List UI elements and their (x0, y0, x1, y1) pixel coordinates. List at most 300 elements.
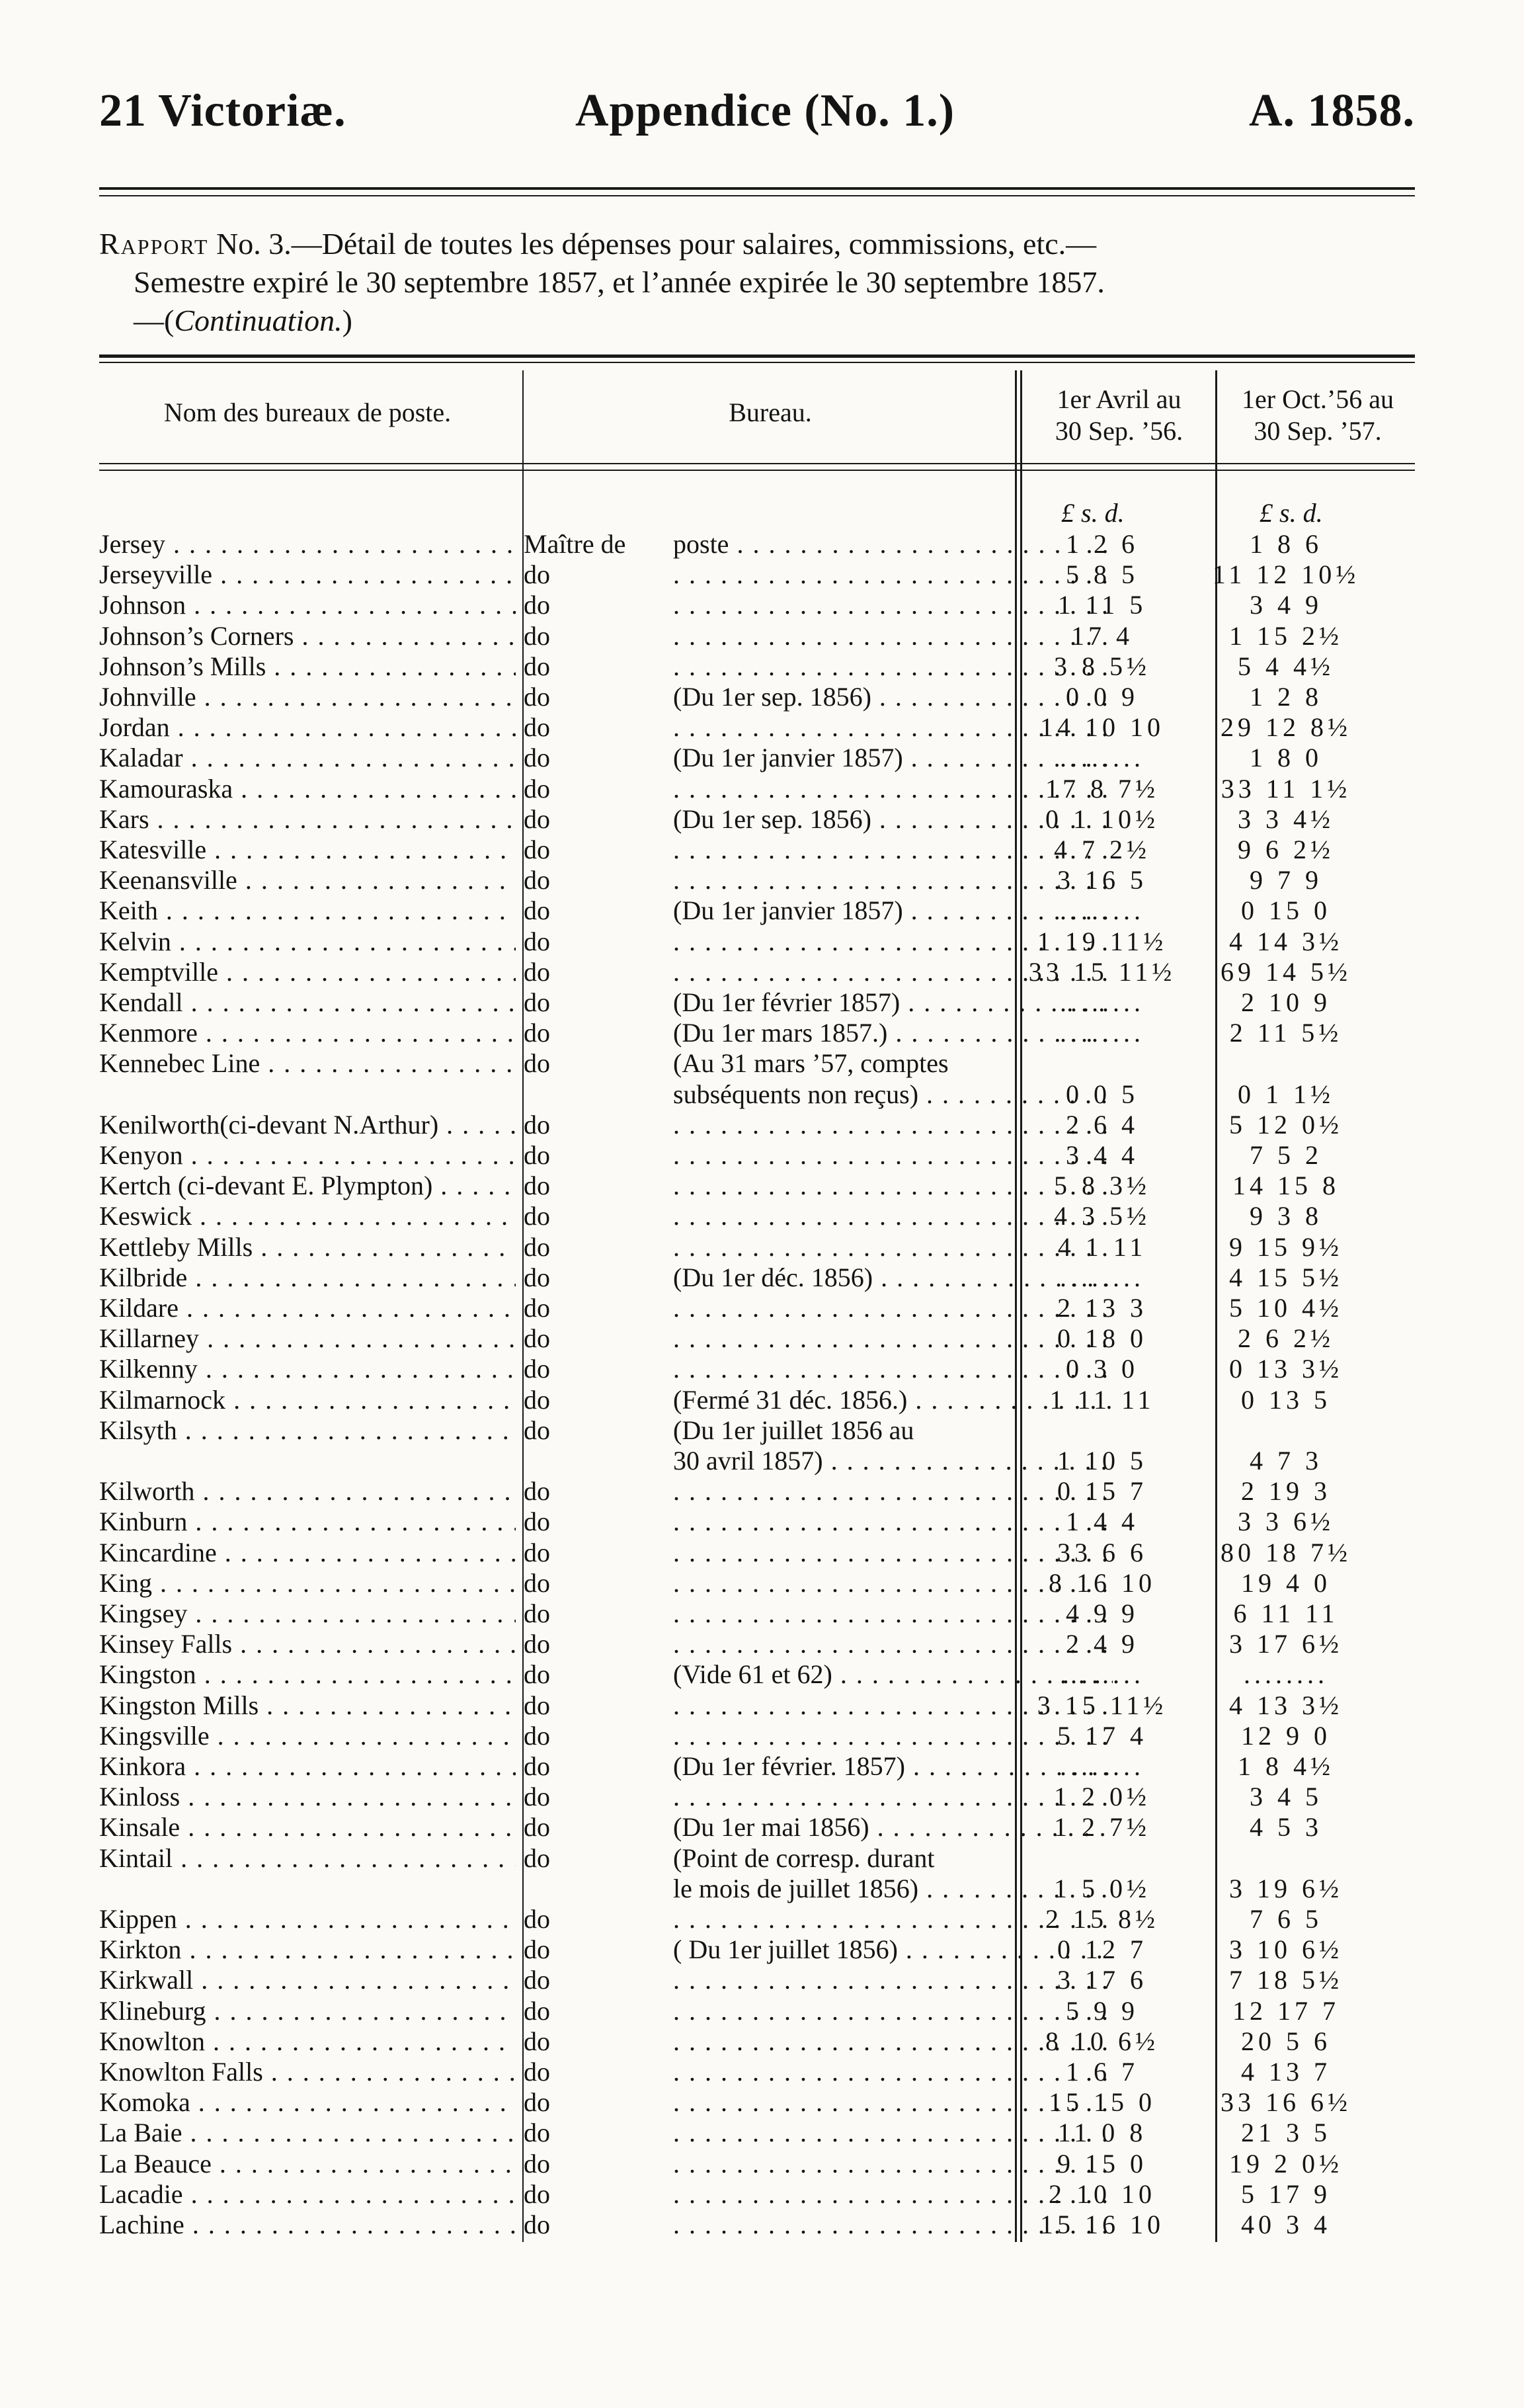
table-row (99, 1904, 1415, 1934)
amount-period-1: 2 13 3 (1057, 1293, 1147, 1323)
table-row (99, 1690, 1415, 1721)
table-rule-top-thin (99, 362, 1415, 363)
table-rule-top (99, 354, 1415, 358)
amount-period-2: 12 17 7 (1232, 1995, 1340, 2026)
amount-period-1: 1 2 0½ (1054, 1782, 1150, 1812)
amount-period-1: 33 6 6 (1057, 1537, 1147, 1567)
bureau-note: (Du 1er juillet 1856 au (673, 1415, 914, 1445)
bureau-type: do (524, 1537, 550, 1567)
amount-period-2: 40 3 4 (1241, 2210, 1331, 2239)
amount-period-1: ........ (1060, 1262, 1144, 1292)
amount-period-1: ........ (1060, 895, 1144, 926)
bureau-type: do (524, 1109, 550, 1140)
bureau-note: (Du 1er déc. 1856) . . . (673, 1263, 1113, 1293)
post-office-name: Kilmarnock . . . (99, 1385, 516, 1415)
amount-period-1: 4 3 5½ (1054, 1201, 1150, 1231)
table-row (99, 1965, 1415, 1995)
table-row (99, 1629, 1415, 1659)
bureau-type: do (524, 926, 550, 956)
running-head (99, 85, 1415, 157)
bureau-note: (Fermé 31 déc. 1856.) . . . (673, 1385, 1113, 1415)
table-row (99, 651, 1415, 682)
post-office-name: Keith . . . (99, 895, 516, 926)
column-header-name: Nom des bureaux de poste. (163, 397, 452, 427)
bureau-type: do (524, 835, 550, 864)
amount-period-2: 9 3 8 (1250, 1201, 1322, 1231)
amount-period-1: 14 10 10 (1040, 712, 1164, 743)
amount-period-2: 3 10 6½ (1229, 1934, 1343, 1965)
table-row (99, 2057, 1415, 2087)
bureau-type: do (524, 1751, 550, 1781)
amount-period-2: 14 15 8 (1232, 1171, 1340, 1201)
amount-period-2: 4 14 3½ (1229, 926, 1343, 956)
amount-period-1: 0 0 9 (1066, 682, 1139, 712)
bureau-type: do (524, 1812, 550, 1843)
amount-period-1: 3 15 11½ (1037, 1690, 1168, 1720)
amount-period-1: 1 2 6 (1066, 529, 1139, 559)
post-office-name: Kingston . . . (99, 1659, 516, 1690)
table-row (99, 2118, 1415, 2148)
post-office-name: Jordan . . . (99, 712, 516, 743)
post-office-name: Kenyon . . . (99, 1140, 516, 1171)
amount-period-1: 5 9 9 (1066, 1995, 1139, 2026)
post-office-name: Kinsey Falls . . . (99, 1629, 516, 1659)
bureau-type: Maître de (524, 529, 626, 559)
amount-period-1: 0 15 7 (1057, 1476, 1147, 1507)
amount-period-2: 11 12 10½ (1212, 560, 1360, 590)
table-row (99, 1323, 1415, 1354)
table-row (99, 1843, 1415, 1874)
post-office-name: Kintail . . . (99, 1843, 516, 1874)
table-row (99, 804, 1415, 835)
post-office-name: Kingsey . . . (99, 1598, 516, 1629)
amount-period-2: 2 10 9 (1241, 987, 1331, 1017)
amount-period-2: 20 5 6 (1241, 2026, 1331, 2056)
bureau-type: do (524, 1629, 550, 1659)
continuation-label: Continuation. (174, 304, 342, 337)
column-header-period-2: 1er Oct.’56 au 30 Sep. ’57. (1242, 384, 1394, 446)
bureau-type: do (524, 1415, 550, 1445)
amount-period-2: 0 13 3½ (1229, 1354, 1343, 1384)
bureau-type: do (524, 1140, 550, 1170)
amount-period-1: 8 10 6½ (1045, 2026, 1159, 2056)
post-office-name: Lachine . . . (99, 2210, 516, 2240)
post-office-name: Knowlton Falls . . . (99, 2057, 516, 2087)
header-rule-bottom (99, 195, 1415, 196)
amount-period-2: 4 5 3 (1250, 1812, 1322, 1843)
amount-period-2: 12 9 0 (1241, 1720, 1331, 1751)
table-row (99, 1507, 1415, 1537)
post-office-name: La Baie . . . (99, 2118, 516, 2148)
table-row (99, 590, 1415, 620)
post-office-name: King . . . (99, 1568, 516, 1598)
bureau-type: do (524, 804, 550, 834)
bureau-type: do (524, 1995, 550, 2026)
post-office-name: Kinsale . . . (99, 1812, 516, 1843)
table-row (99, 774, 1415, 804)
bureau-type: do (524, 987, 550, 1017)
post-office-name: Kingsville . . . (99, 1721, 516, 1751)
bureau-type: do (524, 1598, 550, 1628)
table-row (99, 1812, 1415, 1843)
amount-period-2: 2 6 2½ (1238, 1323, 1334, 1354)
amount-period-2: 1 2 8 (1250, 682, 1322, 712)
table-row (99, 682, 1415, 712)
amount-period-1: 8 16 10 (1049, 1567, 1156, 1598)
amount-period-1: 5 8 3½ (1054, 1171, 1150, 1201)
post-office-name: Kenmore . . . (99, 1018, 516, 1048)
amount-period-2: 3 4 5 (1250, 1782, 1322, 1812)
bureau-type: do (524, 956, 550, 987)
amount-period-1: 11 0 8 (1057, 2118, 1147, 2148)
amount-period-1: 2 10 10 (1049, 2179, 1156, 2209)
bureau-type: do (524, 1843, 550, 1873)
bureau-note: 30 avril 1857) . . . (673, 1446, 1113, 1476)
table-row (99, 1751, 1415, 1782)
post-office-name: Johnville . . . (99, 682, 516, 712)
post-office-name: Kertch (ci-devant E. Plympton) . . . (99, 1171, 516, 1201)
amount-period-2: 0 1 1½ (1238, 1079, 1334, 1109)
amount-period-2: 5 10 4½ (1229, 1293, 1343, 1323)
bureau-type: do (524, 2026, 550, 2056)
post-office-name: Kippen . . . (99, 1904, 516, 1934)
bureau-note: (Du 1er janvier 1857) . . . (673, 743, 1113, 773)
table-row (99, 1934, 1415, 1965)
bureau-type: do (524, 560, 550, 590)
post-office-name: Kingston Mills . . . (99, 1690, 516, 1721)
table-row (99, 1140, 1415, 1171)
table-row (99, 1568, 1415, 1598)
post-office-name: Kendall . . . (99, 987, 516, 1018)
bureau-type: do (524, 1323, 550, 1354)
report-label: Rapport (99, 227, 209, 261)
post-office-name: Kamouraska . . . (99, 774, 516, 804)
bureau-type: do (524, 2148, 550, 2179)
amount-period-1: 3 4 4 (1066, 1140, 1139, 1170)
table-row (99, 1018, 1415, 1048)
amount-period-2: 1 8 4½ (1238, 1751, 1334, 1781)
post-office-name: Katesville . . . (99, 835, 516, 865)
bureau-type: do (524, 1018, 550, 1048)
post-office-name: Keswick . . . (99, 1201, 516, 1231)
amount-period-2: 19 4 0 (1241, 1567, 1331, 1598)
amount-period-2: 33 11 1½ (1221, 773, 1351, 804)
table-row (99, 1446, 1415, 1476)
table-row (99, 957, 1415, 987)
bureau-type: do (524, 743, 550, 773)
bureau-note: ( Du 1er juillet 1856) . . . (673, 1934, 1113, 1965)
bureau-note: (Du 1er janvier 1857) . . . (673, 895, 1113, 926)
amount-period-2: 7 6 5 (1250, 1904, 1322, 1934)
bureau-type: do (524, 1567, 550, 1598)
post-office-name: Klineburg . . . (99, 1996, 516, 2026)
post-office-name: Kilsyth . . . (99, 1415, 516, 1446)
amount-period-2: 3 17 6½ (1229, 1629, 1343, 1659)
units-period-1: £ s. d. (1061, 498, 1125, 528)
table-row (99, 1538, 1415, 1568)
post-office-name: Johnson’s Corners . . . (99, 621, 516, 651)
table-row (99, 1263, 1415, 1293)
table-row (99, 1201, 1415, 1231)
table-row (99, 1354, 1415, 1384)
column-header-bureau: Bureau. (729, 397, 812, 427)
bureau-type: do (524, 1201, 550, 1231)
amount-period-2: 80 18 7½ (1221, 1537, 1351, 1567)
table-row (99, 1415, 1415, 1446)
post-office-name: Kars . . . (99, 804, 516, 835)
units-period-2: £ s. d. (1260, 498, 1323, 528)
bureau-note: poste . . . (673, 529, 1113, 560)
amount-period-1: 3 16 5 (1057, 865, 1147, 895)
amount-period-1: ........ (1060, 987, 1144, 1017)
title-line-1 (99, 225, 1415, 263)
amount-period-1: 4 1 11 (1057, 1231, 1147, 1262)
post-office-name: Kinkora . . . (99, 1751, 516, 1782)
post-office-name: La Beauce . . . (99, 2149, 516, 2179)
header-rule-top (99, 187, 1415, 190)
amount-period-2: 33 16 6½ (1221, 2087, 1351, 2118)
post-office-name: Lacadie . . . (99, 2179, 516, 2210)
amount-period-2: 3 19 6½ (1229, 1873, 1343, 1903)
post-office-name: Jersey . . . (99, 529, 516, 560)
bureau-type: do (524, 1231, 550, 1262)
table-row (99, 2149, 1415, 2179)
bureau-type: do (524, 895, 550, 926)
table-row (99, 1996, 1415, 2026)
bureau-note: (Au 31 mars ’57, comptes (673, 1048, 949, 1079)
amount-period-1: 0 3 0 (1066, 1354, 1139, 1384)
amount-period-2: 9 6 2½ (1238, 835, 1334, 864)
amount-period-1: 15 15 0 (1049, 2087, 1156, 2118)
amount-period-1: 1 19 11½ (1037, 926, 1168, 956)
bureau-type: do (524, 2057, 550, 2087)
post-office-name: Komoka . . . (99, 2087, 516, 2118)
amount-period-1: 2 6 4 (1066, 1109, 1139, 1140)
amount-period-2: 69 14 5½ (1221, 956, 1351, 987)
table-row (99, 1171, 1415, 1201)
amount-period-2: 9 15 9½ (1229, 1231, 1343, 1262)
bureau-note: (Du 1er mai 1856) . . . (673, 1812, 1113, 1843)
amount-period-2: 3 3 6½ (1238, 1507, 1334, 1537)
amount-period-2: 19 2 0½ (1229, 2148, 1343, 2179)
amount-period-2: 1 8 6 (1250, 529, 1322, 559)
title-line-1-text: No. 3.—Détail de toutes les dépenses pour salaires, commissions, etc.— (216, 227, 1097, 261)
amount-period-1: 5 17 4 (1057, 1720, 1147, 1751)
bureau-note: (Du 1er sep. 1856) . . . (673, 682, 1113, 712)
amount-period-1: ........ (1060, 1018, 1144, 1048)
amount-period-1: 1 11 5 (1057, 590, 1147, 620)
table-row (99, 2210, 1415, 2240)
amount-period-1: 1 10 5 (1057, 1446, 1147, 1475)
table-row (99, 1874, 1415, 1904)
table-row (99, 743, 1415, 773)
bureau-type: do (524, 1965, 550, 1995)
amount-period-2: 5 12 0½ (1229, 1109, 1343, 1140)
bureau-type: do (524, 865, 550, 895)
post-office-name: Kenilworth(ci-devant N.Arthur) . . . (99, 1110, 516, 1140)
table-row (99, 529, 1415, 560)
bureau-type: do (524, 1690, 550, 1720)
amount-period-2: 5 4 4½ (1238, 651, 1334, 681)
amount-period-1: 4 7 2½ (1054, 835, 1150, 864)
amount-period-1: ........ (1060, 743, 1144, 773)
column-header-period-1: 1er Avril au 30 Sep. ’56. (1055, 384, 1183, 446)
post-office-name: Killarney . . . (99, 1323, 516, 1354)
bureau-type: do (524, 1507, 550, 1537)
table-row (99, 621, 1415, 651)
post-office-name: Kincardine . . . (99, 1538, 516, 1568)
amount-period-2: 29 12 8½ (1221, 712, 1351, 743)
table-row (99, 1721, 1415, 1751)
table-header-rule (99, 463, 1415, 464)
bureau-type: do (524, 1171, 550, 1201)
header-year: A. 1858. (1248, 85, 1415, 136)
amount-period-1: 2 15 8½ (1045, 1904, 1159, 1934)
amount-period-1: 0 18 0 (1057, 1323, 1147, 1354)
amount-period-2: 4 7 3 (1250, 1446, 1322, 1475)
post-office-name: Knowlton . . . (99, 2026, 516, 2057)
amount-period-2: 2 11 5½ (1229, 1018, 1343, 1048)
bureau-type: do (524, 712, 550, 743)
amount-period-1: 9 15 0 (1057, 2148, 1147, 2179)
post-office-name: Johnson . . . (99, 590, 516, 620)
table-row (99, 1048, 1415, 1079)
bureau-type: do (524, 2210, 550, 2239)
table-row (99, 1079, 1415, 1110)
bureau-note: subséquents non reçus) . . . (673, 1079, 1113, 1110)
bureau-type: do (524, 1476, 550, 1507)
amount-period-1: ........ (1060, 1751, 1144, 1781)
bureau-note: (Vide 61 et 62) . . . (673, 1659, 1113, 1690)
bureau-type: do (524, 1782, 550, 1812)
bureau-type: do (524, 682, 550, 712)
amount-period-2: 2 19 3 (1241, 1476, 1331, 1507)
amount-period-1: 3 8 5½ (1054, 651, 1150, 681)
amount-period-2: 4 13 3½ (1229, 1690, 1343, 1720)
bureau-type: do (524, 2087, 550, 2118)
post-office-name: Keenansville . . . (99, 865, 516, 895)
bureau-type: do (524, 773, 550, 804)
amount-period-1: 1 11 11 (1049, 1384, 1155, 1415)
bureau-note: (Du 1er sep. 1856) . . . (673, 804, 1113, 835)
table-row (99, 1385, 1415, 1415)
table-row (99, 2087, 1415, 2118)
post-office-name: Kennebec Line . . . (99, 1048, 516, 1079)
title-line-3: —(Continuation.) (134, 304, 352, 337)
bureau-type: do (524, 1720, 550, 1751)
amount-period-2: 0 15 0 (1241, 895, 1331, 926)
table-row (99, 1293, 1415, 1323)
amount-period-1: 4 9 9 (1066, 1598, 1139, 1628)
table-row (99, 895, 1415, 926)
bureau-note: (Du 1er février 1857) . . . (673, 987, 1113, 1018)
post-office-name: Kettleby Mills . . . (99, 1232, 516, 1263)
bureau-type: do (524, 620, 550, 651)
amount-period-2: 5 17 9 (1241, 2179, 1331, 2209)
table-row (99, 2179, 1415, 2210)
post-office-name: Kirkton . . . (99, 1934, 516, 1965)
table-row (99, 1782, 1415, 1812)
table-row (99, 1598, 1415, 1629)
amount-period-2: 3 4 9 (1250, 590, 1322, 620)
post-office-name: Johnson’s Mills . . . (99, 651, 516, 682)
table-row (99, 712, 1415, 743)
amount-period-1: 0 12 7 (1057, 1934, 1147, 1965)
table-row (99, 865, 1415, 895)
table-row (99, 927, 1415, 957)
amount-period-2: 7 5 2 (1250, 1140, 1322, 1170)
post-office-name: Kinburn . . . (99, 1507, 516, 1537)
amount-period-2: 3 3 4½ (1238, 804, 1334, 834)
post-office-name: Kirkwall . . . (99, 1965, 516, 1995)
post-office-name: Kemptville . . . (99, 957, 516, 987)
amount-period-1: 0 0 5 (1066, 1079, 1139, 1109)
amount-period-2: 21 3 5 (1241, 2118, 1331, 2148)
bureau-type: do (524, 590, 550, 620)
bureau-type: do (524, 1904, 550, 1934)
bureau-type: do (524, 1659, 550, 1690)
amount-period-1: 17 4 (1071, 620, 1133, 651)
amount-period-2: 1 8 0 (1250, 743, 1322, 773)
amount-period-1: 1 2 7½ (1054, 1812, 1150, 1843)
table-row (99, 1476, 1415, 1507)
table-row (99, 987, 1415, 1018)
post-office-name: Kelvin . . . (99, 927, 516, 957)
post-office-name: Jerseyville . . . (99, 560, 516, 590)
amount-period-1: 1 6 7 (1066, 2057, 1139, 2087)
table-row (99, 1110, 1415, 1140)
table-row (99, 1232, 1415, 1263)
amount-period-1: 3 17 6 (1057, 1965, 1147, 1995)
header-session: 21 Victoriæ. (99, 85, 346, 136)
bureau-type: do (524, 1354, 550, 1384)
amount-period-1: 5 8 5 (1066, 560, 1139, 590)
amount-period-1: ........ (1060, 1659, 1144, 1690)
table-row (99, 835, 1415, 865)
amount-period-2: 7 18 5½ (1229, 1965, 1343, 1995)
amount-period-1: 0 1 10½ (1045, 804, 1159, 834)
amount-period-1: 15 16 10 (1040, 2210, 1164, 2239)
table-row (99, 560, 1415, 590)
amount-period-2: 9 7 9 (1250, 865, 1322, 895)
bureau-type: do (524, 1384, 550, 1415)
amount-period-1: 1 4 4 (1066, 1507, 1139, 1537)
table-row (99, 2026, 1415, 2057)
post-office-name: Kildare . . . (99, 1293, 516, 1323)
amount-period-2: 0 13 5 (1241, 1384, 1331, 1415)
title-line-2: Semestre expiré le 30 septembre 1857, et l’année expirée le 30 septembre 1857. (134, 265, 1105, 299)
table-row (99, 1659, 1415, 1690)
bureau-type: do (524, 1262, 550, 1292)
bureau-type: do (524, 651, 550, 681)
bureau-note: le mois de juillet 1856) . . . (673, 1874, 1113, 1904)
amount-period-1: 17 8 7½ (1045, 773, 1159, 804)
report-title (99, 225, 1415, 340)
amount-period-2: ........ (1244, 1659, 1328, 1690)
post-office-name: Kilbride . . . (99, 1263, 516, 1293)
bureau-type: do (524, 1934, 550, 1965)
amount-period-1: 33 15 11½ (1028, 956, 1176, 987)
amount-period-2: 1 15 2½ (1229, 620, 1343, 651)
amount-period-1: 1 5 0½ (1054, 1873, 1150, 1903)
bureau-note: (Du 1er mars 1857.) . . . (673, 1018, 1113, 1048)
post-office-name: Kilworth . . . (99, 1476, 516, 1507)
post-office-name: Kaladar . . . (99, 743, 516, 773)
table-header-rule-2 (99, 470, 1415, 471)
amount-period-2: 4 13 7 (1241, 2057, 1331, 2087)
post-office-name: Kinloss . . . (99, 1782, 516, 1812)
bureau-type: do (524, 1293, 550, 1323)
